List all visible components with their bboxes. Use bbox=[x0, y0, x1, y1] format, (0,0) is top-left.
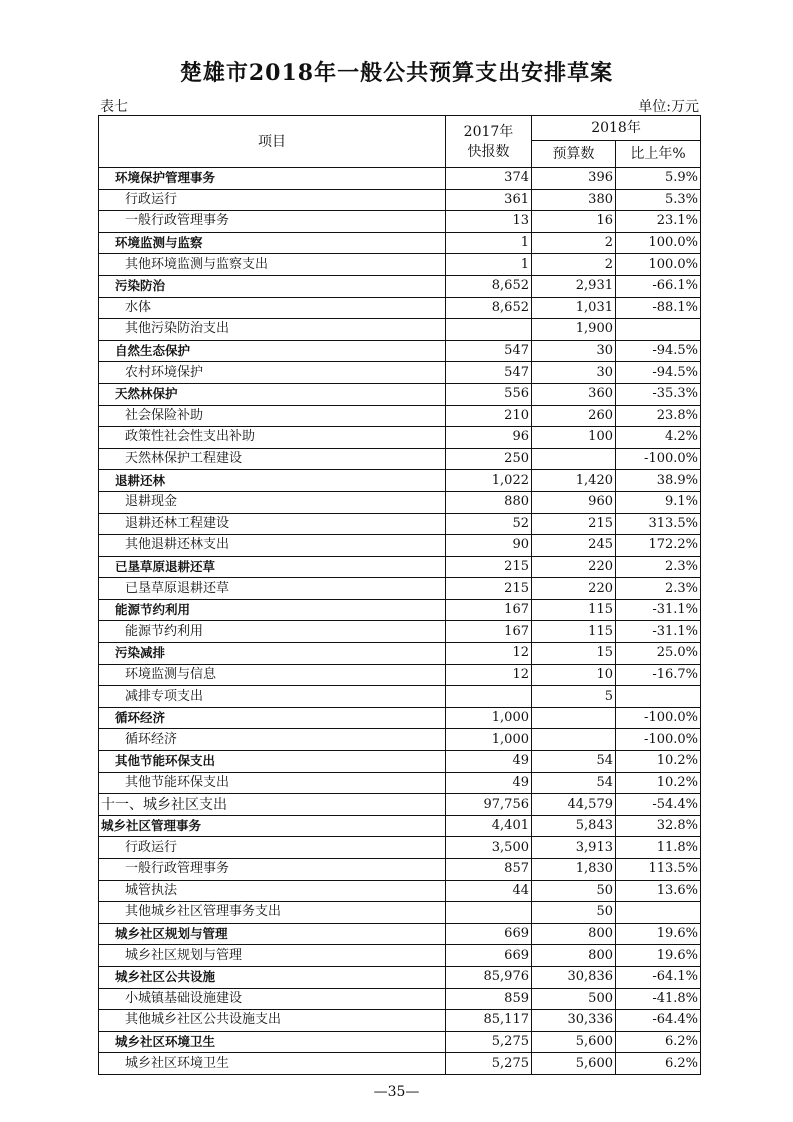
row-change-percent: 100.0% bbox=[616, 232, 701, 254]
row-change-percent: 2.3% bbox=[616, 556, 701, 578]
table-row bbox=[99, 211, 701, 233]
budget-table bbox=[98, 115, 701, 1075]
table-row bbox=[99, 902, 701, 924]
row-2018-budget: 2 bbox=[532, 232, 616, 254]
table-row bbox=[99, 383, 701, 405]
row-change-percent: -100.0% bbox=[616, 707, 701, 729]
table-row bbox=[99, 794, 701, 816]
row-name: 退耕还林 bbox=[99, 470, 446, 492]
row-name: 环境保护管理事务 bbox=[99, 168, 446, 190]
row-name: 一般行政管理事务 bbox=[99, 211, 446, 233]
table-row bbox=[99, 988, 701, 1010]
row-name: 天然林保护 bbox=[99, 383, 446, 405]
row-change-percent: 2.3% bbox=[616, 578, 701, 600]
row-2018-budget: 30,336 bbox=[532, 1010, 616, 1032]
row-name: 行政运行 bbox=[99, 837, 446, 859]
header-2017-year: 2017年 bbox=[463, 123, 514, 140]
row-name: 循环经济 bbox=[99, 707, 446, 729]
row-change-percent: 172.2% bbox=[616, 535, 701, 557]
row-name: 城乡社区规划与管理 bbox=[99, 923, 446, 945]
table-row bbox=[99, 837, 701, 859]
row-change-percent bbox=[616, 319, 701, 341]
row-change-percent: 11.8% bbox=[616, 837, 701, 859]
row-name: 城乡社区环境卫生 bbox=[99, 1053, 446, 1075]
row-name: 污染防治 bbox=[99, 275, 446, 297]
row-2017-value: 8,652 bbox=[446, 297, 532, 319]
row-change-percent: -35.3% bbox=[616, 383, 701, 405]
row-2018-budget: 360 bbox=[532, 383, 616, 405]
row-name: 城乡社区环境卫生 bbox=[99, 1031, 446, 1053]
table-row bbox=[99, 535, 701, 557]
row-2018-budget: 1,900 bbox=[532, 319, 616, 341]
row-change-percent bbox=[616, 686, 701, 708]
row-2017-value: 13 bbox=[446, 211, 532, 233]
row-name: 政策性社会性支出补助 bbox=[99, 427, 446, 449]
row-2018-budget: 260 bbox=[532, 405, 616, 427]
row-change-percent: -100.0% bbox=[616, 448, 701, 470]
row-name: 其他城乡社区公共设施支出 bbox=[99, 1010, 446, 1032]
row-change-percent: 19.6% bbox=[616, 923, 701, 945]
row-2018-budget bbox=[532, 707, 616, 729]
row-2017-value: 1 bbox=[446, 254, 532, 276]
row-2017-value: 374 bbox=[446, 168, 532, 190]
row-2017-value: 96 bbox=[446, 427, 532, 449]
row-name: 其他环境监测与监察支出 bbox=[99, 254, 446, 276]
row-2017-value: 859 bbox=[446, 988, 532, 1010]
row-2017-value: 167 bbox=[446, 621, 532, 643]
table-row bbox=[99, 1031, 701, 1053]
row-2018-budget: 115 bbox=[532, 599, 616, 621]
row-2018-budget: 500 bbox=[532, 988, 616, 1010]
row-name: 环境监测与监察 bbox=[99, 232, 446, 254]
row-2018-budget: 30,836 bbox=[532, 966, 616, 988]
row-2018-budget: 245 bbox=[532, 535, 616, 557]
page-number: —35— bbox=[373, 1084, 420, 1100]
table-row bbox=[99, 599, 701, 621]
row-2018-budget: 800 bbox=[532, 945, 616, 967]
row-name: 自然生态保护 bbox=[99, 340, 446, 362]
row-change-percent: -41.8% bbox=[616, 988, 701, 1010]
page-title: 楚雄市2018年一般公共预算支出安排草案 bbox=[179, 60, 614, 86]
row-name: 行政运行 bbox=[99, 189, 446, 211]
row-change-percent: 5.3% bbox=[616, 189, 701, 211]
row-change-percent: -54.4% bbox=[616, 794, 701, 816]
row-2018-budget: 1,420 bbox=[532, 470, 616, 492]
table-row bbox=[99, 945, 701, 967]
row-2018-budget: 50 bbox=[532, 902, 616, 924]
table-row bbox=[99, 275, 701, 297]
table-row bbox=[99, 772, 701, 794]
header-2017-sub: 快报数 bbox=[467, 143, 510, 160]
row-name: 城乡社区规划与管理 bbox=[99, 945, 446, 967]
row-2017-value: 85,117 bbox=[446, 1010, 532, 1032]
table-row bbox=[99, 1053, 701, 1075]
row-2017-value: 85,976 bbox=[446, 966, 532, 988]
row-change-percent: 10.2% bbox=[616, 751, 701, 773]
row-2017-value: 8,652 bbox=[446, 275, 532, 297]
table-row bbox=[99, 405, 701, 427]
row-name: 一般行政管理事务 bbox=[99, 859, 446, 881]
row-2018-budget: 50 bbox=[532, 880, 616, 902]
row-2018-budget: 15 bbox=[532, 643, 616, 665]
row-2017-value: 250 bbox=[446, 448, 532, 470]
row-2018-budget bbox=[532, 729, 616, 751]
row-2018-budget: 100 bbox=[532, 427, 616, 449]
table-row bbox=[99, 664, 701, 686]
row-2018-budget: 800 bbox=[532, 923, 616, 945]
row-2017-value: 97,756 bbox=[446, 794, 532, 816]
row-2017-value: 210 bbox=[446, 405, 532, 427]
row-2017-value: 1,000 bbox=[446, 707, 532, 729]
row-change-percent: -66.1% bbox=[616, 275, 701, 297]
row-change-percent: 13.6% bbox=[616, 880, 701, 902]
row-name: 环境监测与信息 bbox=[99, 664, 446, 686]
row-2018-budget: 54 bbox=[532, 751, 616, 773]
row-2018-budget: 1,031 bbox=[532, 297, 616, 319]
row-2017-value bbox=[446, 686, 532, 708]
row-2018-budget: 215 bbox=[532, 513, 616, 535]
table-row bbox=[99, 556, 701, 578]
row-change-percent: 19.6% bbox=[616, 945, 701, 967]
row-change-percent: 113.5% bbox=[616, 859, 701, 881]
row-2017-value: 547 bbox=[446, 362, 532, 384]
row-2017-value bbox=[446, 319, 532, 341]
row-2018-budget: 30 bbox=[532, 340, 616, 362]
row-2018-budget: 960 bbox=[532, 491, 616, 513]
table-row bbox=[99, 1010, 701, 1032]
row-name: 已垦草原退耕还草 bbox=[99, 578, 446, 600]
row-change-percent: 6.2% bbox=[616, 1031, 701, 1053]
row-change-percent: 10.2% bbox=[616, 772, 701, 794]
row-2018-budget: 396 bbox=[532, 168, 616, 190]
row-change-percent: 23.1% bbox=[616, 211, 701, 233]
row-2017-value: 90 bbox=[446, 535, 532, 557]
header-budget: 预算数 bbox=[532, 141, 616, 168]
row-2017-value: 669 bbox=[446, 923, 532, 945]
row-name: 城乡社区公共设施 bbox=[99, 966, 446, 988]
row-name: 天然林保护工程建设 bbox=[99, 448, 446, 470]
row-2017-value: 1,000 bbox=[446, 729, 532, 751]
row-change-percent: -16.7% bbox=[616, 664, 701, 686]
row-name: 减排专项支出 bbox=[99, 686, 446, 708]
row-change-percent: 4.2% bbox=[616, 427, 701, 449]
row-2018-budget: 16 bbox=[532, 211, 616, 233]
row-change-percent bbox=[616, 902, 701, 924]
row-2017-value: 5,275 bbox=[446, 1031, 532, 1053]
table-number: 表七 bbox=[100, 99, 128, 115]
row-2017-value: 5,275 bbox=[446, 1053, 532, 1075]
header-item: 项目 bbox=[99, 116, 446, 168]
row-2017-value bbox=[446, 902, 532, 924]
row-2017-value: 857 bbox=[446, 859, 532, 881]
row-2018-budget: 2 bbox=[532, 254, 616, 276]
table-row bbox=[99, 923, 701, 945]
row-2018-budget: 1,830 bbox=[532, 859, 616, 881]
row-change-percent: -31.1% bbox=[616, 621, 701, 643]
table-row bbox=[99, 254, 701, 276]
table-row bbox=[99, 513, 701, 535]
row-name: 其他城乡社区管理事务支出 bbox=[99, 902, 446, 924]
row-2017-value: 4,401 bbox=[446, 815, 532, 837]
row-2017-value: 1 bbox=[446, 232, 532, 254]
row-2018-budget: 3,913 bbox=[532, 837, 616, 859]
row-name: 污染减排 bbox=[99, 643, 446, 665]
table-row bbox=[99, 189, 701, 211]
row-2017-value: 49 bbox=[446, 772, 532, 794]
row-name: 能源节约利用 bbox=[99, 621, 446, 643]
row-2018-budget: 44,579 bbox=[532, 794, 616, 816]
table-row bbox=[99, 686, 701, 708]
table-row bbox=[99, 578, 701, 600]
row-2017-value: 361 bbox=[446, 189, 532, 211]
row-2017-value: 52 bbox=[446, 513, 532, 535]
row-name: 农村环境保护 bbox=[99, 362, 446, 384]
row-name: 社会保险补助 bbox=[99, 405, 446, 427]
row-name: 其他节能环保支出 bbox=[99, 772, 446, 794]
table-row bbox=[99, 751, 701, 773]
row-change-percent: -94.5% bbox=[616, 340, 701, 362]
row-name: 小城镇基础设施建设 bbox=[99, 988, 446, 1010]
table-row bbox=[99, 340, 701, 362]
row-2017-value: 3,500 bbox=[446, 837, 532, 859]
table-row bbox=[99, 966, 701, 988]
row-change-percent: -31.1% bbox=[616, 599, 701, 621]
header-change: 比上年% bbox=[616, 141, 701, 168]
row-change-percent: -64.4% bbox=[616, 1010, 701, 1032]
row-2018-budget: 30 bbox=[532, 362, 616, 384]
table-row bbox=[99, 815, 701, 837]
table-row bbox=[99, 232, 701, 254]
row-change-percent: 38.9% bbox=[616, 470, 701, 492]
row-name: 能源节约利用 bbox=[99, 599, 446, 621]
header-2017 bbox=[446, 116, 532, 168]
row-change-percent: 9.1% bbox=[616, 491, 701, 513]
row-name: 其他污染防治支出 bbox=[99, 319, 446, 341]
row-2018-budget: 5 bbox=[532, 686, 616, 708]
table-row bbox=[99, 448, 701, 470]
header-2018: 2018年 bbox=[532, 116, 701, 141]
row-change-percent: -88.1% bbox=[616, 297, 701, 319]
row-change-percent: -94.5% bbox=[616, 362, 701, 384]
table-row bbox=[99, 362, 701, 384]
row-2018-budget: 380 bbox=[532, 189, 616, 211]
table-row bbox=[99, 707, 701, 729]
row-2018-budget: 10 bbox=[532, 664, 616, 686]
row-2017-value: 44 bbox=[446, 880, 532, 902]
table-row bbox=[99, 859, 701, 881]
row-name: 城管执法 bbox=[99, 880, 446, 902]
row-name: 其他退耕还林支出 bbox=[99, 535, 446, 557]
row-name: 退耕还林工程建设 bbox=[99, 513, 446, 535]
table-row bbox=[99, 319, 701, 341]
row-change-percent: 32.8% bbox=[616, 815, 701, 837]
row-2017-value: 556 bbox=[446, 383, 532, 405]
row-change-percent: 100.0% bbox=[616, 254, 701, 276]
row-change-percent: -100.0% bbox=[616, 729, 701, 751]
table-row bbox=[99, 491, 701, 513]
table-row bbox=[99, 643, 701, 665]
row-2018-budget: 54 bbox=[532, 772, 616, 794]
row-2017-value: 215 bbox=[446, 578, 532, 600]
row-change-percent: 313.5% bbox=[616, 513, 701, 535]
row-name: 退耕现金 bbox=[99, 491, 446, 513]
table-body bbox=[99, 168, 701, 1075]
table-row bbox=[99, 880, 701, 902]
row-2017-value: 12 bbox=[446, 664, 532, 686]
row-2017-value: 167 bbox=[446, 599, 532, 621]
row-change-percent: -64.1% bbox=[616, 966, 701, 988]
row-2018-budget: 220 bbox=[532, 556, 616, 578]
table-row bbox=[99, 168, 701, 190]
row-change-percent: 6.2% bbox=[616, 1053, 701, 1075]
row-name: 已垦草原退耕还草 bbox=[99, 556, 446, 578]
row-name: 水体 bbox=[99, 297, 446, 319]
unit-label: 单位:万元 bbox=[638, 99, 699, 115]
row-2018-budget bbox=[532, 448, 616, 470]
row-name: 城乡社区管理事务 bbox=[99, 815, 446, 837]
table-row bbox=[99, 470, 701, 492]
row-2017-value: 880 bbox=[446, 491, 532, 513]
row-change-percent: 23.8% bbox=[616, 405, 701, 427]
row-change-percent: 5.9% bbox=[616, 168, 701, 190]
row-2018-budget: 5,600 bbox=[532, 1031, 616, 1053]
row-2017-value: 547 bbox=[446, 340, 532, 362]
row-2018-budget: 5,843 bbox=[532, 815, 616, 837]
table-row bbox=[99, 729, 701, 751]
table-row bbox=[99, 297, 701, 319]
row-name: 十一、城乡社区支出 bbox=[99, 794, 446, 816]
table-row bbox=[99, 427, 701, 449]
row-change-percent: 25.0% bbox=[616, 643, 701, 665]
row-name: 其他节能环保支出 bbox=[99, 751, 446, 773]
row-name: 循环经济 bbox=[99, 729, 446, 751]
row-2017-value: 49 bbox=[446, 751, 532, 773]
row-2018-budget: 220 bbox=[532, 578, 616, 600]
table-row bbox=[99, 621, 701, 643]
row-2017-value: 12 bbox=[446, 643, 532, 665]
row-2018-budget: 5,600 bbox=[532, 1053, 616, 1075]
row-2017-value: 1,022 bbox=[446, 470, 532, 492]
row-2017-value: 215 bbox=[446, 556, 532, 578]
row-2018-budget: 2,931 bbox=[532, 275, 616, 297]
row-2018-budget: 115 bbox=[532, 621, 616, 643]
row-2017-value: 669 bbox=[446, 945, 532, 967]
